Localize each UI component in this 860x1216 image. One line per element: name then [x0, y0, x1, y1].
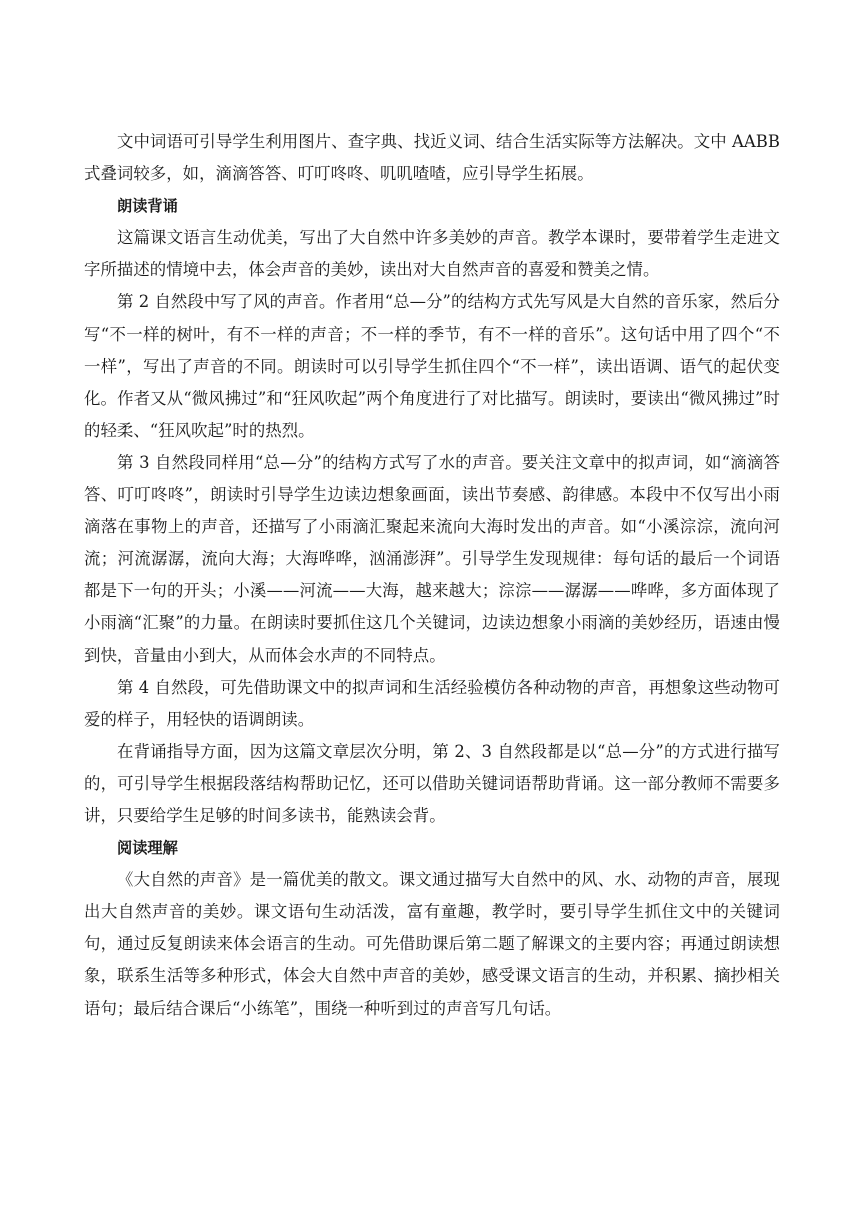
section-heading-reading: 阅读理解	[117, 839, 178, 858]
intro-paragraph: 文中词语可引导学生利用图片、查字典、找近义词、结合生活实际等方法解决。文中 AABB 式叠词较多，如，滴滴答答、叮叮咚咚、叽叽喳喳，应引导学生拓展。	[84, 132, 780, 184]
section-heading-recite: 朗读背诵	[117, 197, 178, 216]
document-page	[84, 126, 780, 1025]
reading-paragraph-1: 《大自然的声音》是一篇优美的散文。课文通过描写大自然中的风、水、动物的声音，展现出大自然声音的美妙。课文语句生动活泼，富有童趣，教学时，要引导学生抓住文中的关键词句，通过反复朗读来体会语言的生动。可先借助课后第二题了解课文的主要内容；再通过朗读想象，联系生活等多种形式，体会大自然中声音的美妙，感受课文语言的生动，并积累、摘抄相关语句；最后结合课后“小练笔”，围绕一种听到过的声音写几句话。	[84, 870, 780, 1018]
recite-paragraph-2: 第 2 自然段中写了风的声音。作者用“总—分”的结构方式先写风是大自然的音乐家，然后分写“不一样的树叶，有不一样的声音；不一样的季节，有不一样的音乐”。这句话中用了四个“不一样”，写出了声音的不同。朗读时可以引导学生抓住四个“不一样”，读出语调、语气的起伏变化。作者又从“微风拂过”和“狂风吹起”两个角度进行了对比描写。朗读时，要读出“微风拂过”时的轻柔、“狂风吹起”时的热烈。	[84, 292, 780, 440]
recite-paragraph-5: 在背诵指导方面，因为这篇文章层次分明，第 2、3 自然段都是以“总—分”的方式进行描写的，可引导学生根据段落结构帮助记忆，还可以借助关键词语帮助背诵。这一部分教师不需要多讲，只要给学生足够的时间多读书，能熟读会背。	[84, 741, 780, 825]
recite-paragraph-1: 这篇课文语言生动优美，写出了大自然中许多美妙的声音。教学本课时，要带着学生走进文字所描述的情境中去，体会声音的美妙，读出对大自然声音的喜爱和赞美之情。	[84, 228, 780, 280]
recite-paragraph-4: 第 4 自然段，可先借助课文中的拟声词和生活经验模仿各种动物的声音，再想象这些动物可爱的样子，用轻快的语调朗读。	[84, 677, 780, 729]
recite-paragraph-3: 第 3 自然段同样用“总—分”的结构方式写了水的声音。要关注文章中的拟声词，如“滴滴答答、叮叮咚咚”，朗读时引导学生边读边想象画面，读出节奏感、韵律感。本段中不仅写出小雨滴落在事物上的声音，还描写了小雨滴汇聚起来流向大海时发出的声音。如“小溪淙淙，流向河流；河流潺潺，流向大海；大海哗哗，汹涌澎湃”。引导学生发现规律：每句话的最后一个词语都是下一句的开头；小溪——河流——大海，越来越大；淙淙——潺潺——哗哗，多方面体现了小雨滴“汇聚”的力量。在朗读时要抓住这几个关键词，边读边想象小雨滴的美妙经历，语速由慢到快，音量由小到大，从而体会水声的不同特点。	[84, 452, 780, 665]
